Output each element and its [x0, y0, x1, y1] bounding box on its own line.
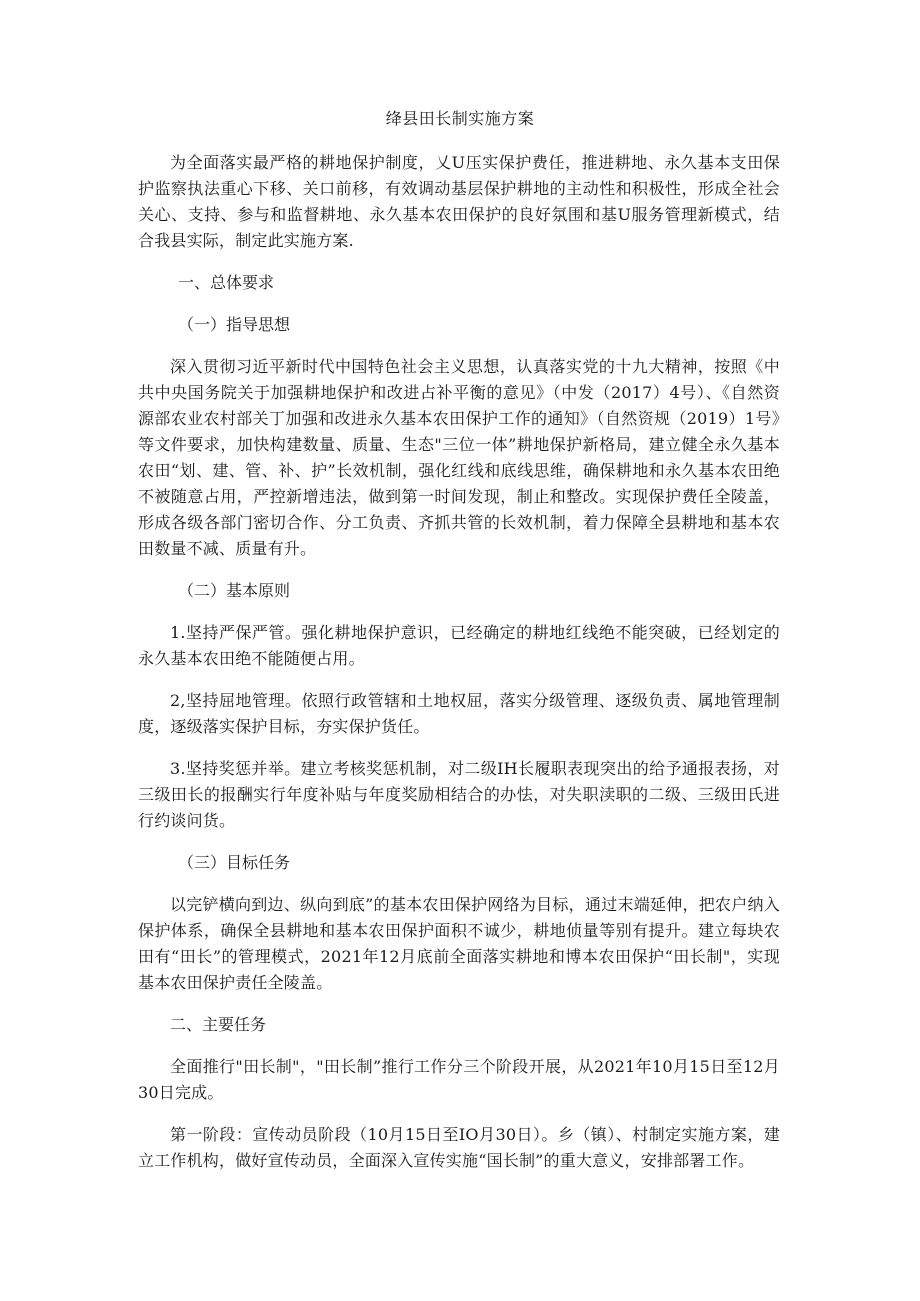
section-1-heading: 一、总体要求 [178, 273, 275, 292]
subsection-3-heading: （三）目标任务 [178, 853, 291, 872]
intro-paragraph: 为全面落实最严格的耕地保护制度，乂U压实保护费任，推进耕地、永久基本支田保护监察执法重心下移、关口前移，有效调动基层保护耕地的主动性和积极性，形成全社会关心、支持、参与和监督耕地、永久基本农田保护的良好氛围和基U服务管理新模式，结合我县实际，制定此实施方案. [138, 153, 780, 250]
principle-2-paragraph: 2,坚持屈地管理。依照行政管辖和土地权屈，落实分级管理、逐级负责、属地管理制度，逐级落实保护目标，夯实保护货任。 [138, 691, 780, 736]
document-body [138, 150, 780, 1190]
subsection-1-heading: （一）指导思想 [178, 315, 291, 334]
main-task-paragraph-1: 全面推行"田长制"，"田长制”推行工作分三个阶段开展，从2021年10月15日至12月30日完成。 [138, 1057, 780, 1102]
target-task-paragraph: 以完铲横向到边、纵向到底”的基本农田保护网络为目标，通过末端延伸，把农户纳入保护体系，确保全县耕地和基本农田保护面积不诚少，耕地侦量等别有提升。建立每块农田有“田长”的管理模式，2021年12月底前全面落实耕地和博本农田保护“田长制"，实现基本农田保护责任全陵盖。 [138, 895, 780, 992]
document-title: 绛县田长制实施方案 [385, 109, 535, 128]
guiding-ideology-paragraph: 深入贯彻习近平新时代中国特色社会主义思想，认真落实党的十九大精神，按照《中共中央国务院关于加强耕地保护和改进占补平衡的意见》（中发（2017）4号）、《自然资源部农业农村部关丁加强和改进永久基本农田保护工作的通知》（自然资规（2019）1号》等文件要求，加快构建数量、质量、生态"三位一体”耕地保护新格局，建立健全永久基本农田“划、建、管、补、护”长效机制，强化红线和底线思维，确保耕地和永久基本农田绝不被随意占用，严控新增违法，做到第一时间发现，制止和整改。实现保护费任全陵盖，形成各级各部门密切合作、分工负责、齐抓共管的长效机制，着力保障全县耕地和基本农田数量不减、质量有升。 [138, 357, 780, 558]
principle-1-paragraph: 1.坚持严保严管。强化耕地保护意识，已经确定的耕地红线绝不能突破，已经划定的永久基本农田绝不能随便占用。 [138, 623, 780, 668]
main-task-paragraph-2: 第一阶段：宣传动员阶段（10月15日至IO月30日）。乡（镇）、村制定实施方案，建立工作机构，做好宣传动员，全面深入宣传实施“国长制”的重大意义，安排部署工作。 [138, 1125, 780, 1170]
section-2-heading: 二、主要任务 [170, 1015, 267, 1034]
principle-3-paragraph: 3.坚持奖惩并举。建立考核奖惩机制，对二级IH长履职表现突出的给予通报表扬，对三级田长的报酬实行年度补贴与年度奖励相结合的办怯，对失职渎职的二级、三级田氏进行约谈问货。 [138, 759, 780, 830]
subsection-2-heading: （二）基本原则 [178, 581, 291, 600]
